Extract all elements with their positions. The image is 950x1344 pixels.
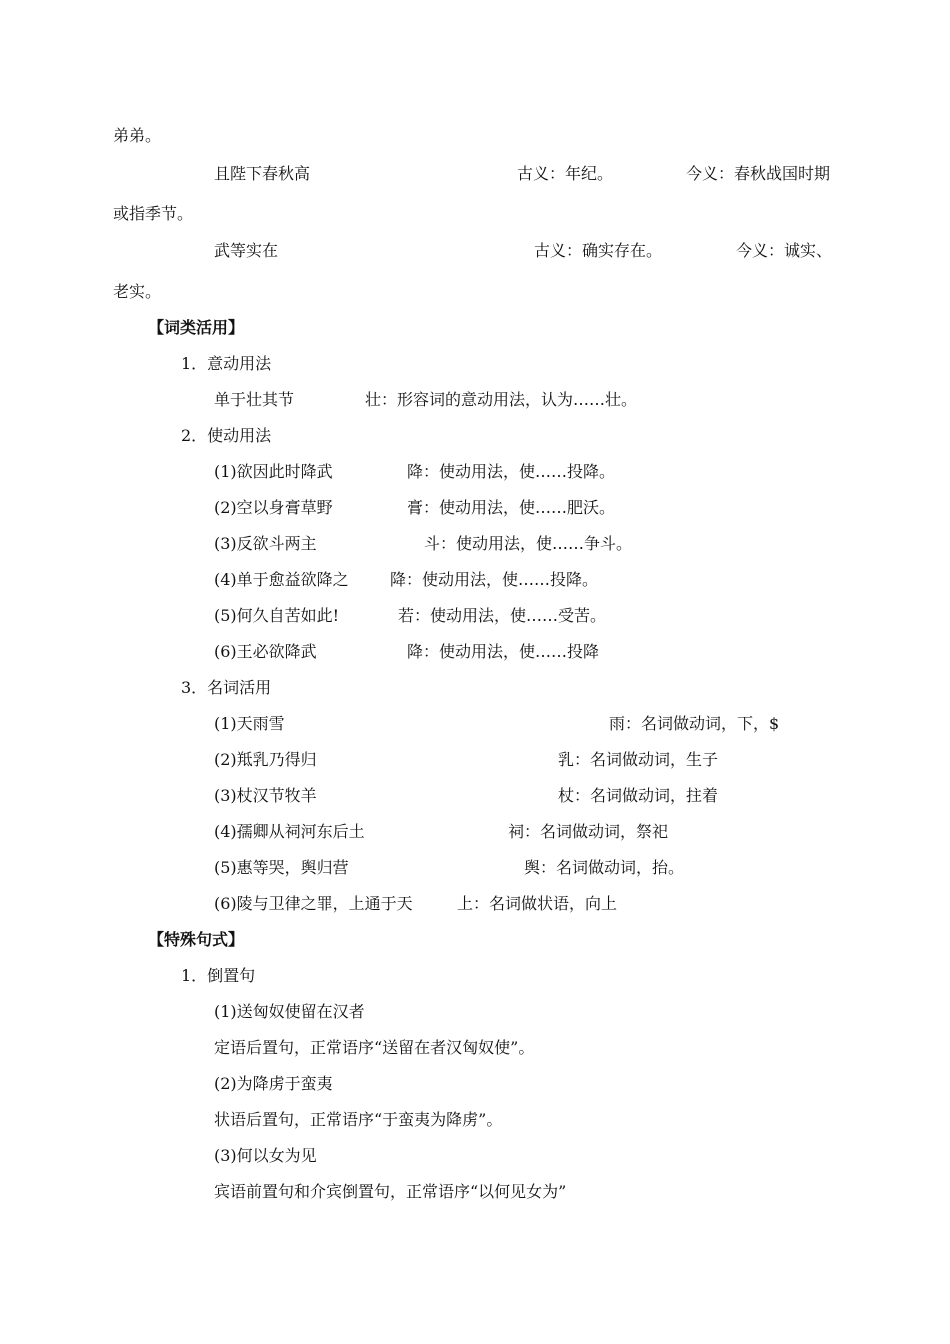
example-phrase: (1)欲因此时降武 [214,462,333,481]
example-note: 乳：名词做动词，生子 [558,750,719,769]
ancient-meaning: 古义：年纪。 [517,164,614,183]
example-phrase: 武等实在 [214,241,279,260]
example-phrase: (6)陵与卫律之罪，上通于天 [214,894,413,913]
text-line: 老实。 [113,282,162,301]
example-note: 舆：名词做动词，抬。 [524,858,685,877]
example-note: 上：名词做状语，向上 [457,894,618,913]
subsection-title: 1．意动用法 [181,354,272,373]
section-heading: 【词类活用】 [148,318,245,337]
example-phrase: (6)王必欲降武 [214,642,317,661]
subsection-title: 1．倒置句 [181,966,256,985]
example-note: 降：使动用法，使……投降。 [407,462,616,481]
example-note: 状语后置句，正常语序“于蛮夷为降虏”。 [214,1110,503,1129]
section-heading: 【特殊句式】 [148,930,245,949]
example-phrase: (3)杖汉节牧羊 [214,786,317,805]
example-note: 降：使动用法，使……投降 [407,642,600,661]
example-note: 杖：名词做动词，拄着 [558,786,719,805]
example-note: 壮：形容词的意动用法，认为……壮。 [365,390,638,409]
example-phrase: (2)羝乳乃得归 [214,750,317,769]
example-note: 雨：名词做动词，下，$ [609,714,780,733]
example-phrase: (1)天雨雪 [214,714,285,733]
example-phrase: (3)何以女为见 [214,1146,317,1165]
example-note: 定语后置句，正常语序“送留在者汉匈奴使”。 [214,1038,535,1057]
modern-meaning: 今义：诚实、 [736,241,833,260]
example-note: 降：使动用法，使……投降。 [390,570,599,589]
example-phrase: (2)为降虏于蛮夷 [214,1074,333,1093]
example-phrase: (1)送匈奴使留在汉者 [214,1002,365,1021]
modern-meaning: 今义：春秋战国时期 [686,164,831,183]
example-phrase: 且陛下春秋高 [214,164,311,183]
example-note: 斗：使动用法，使……争斗。 [424,534,633,553]
text-line: 或指季节。 [113,204,194,223]
example-note: 膏：使动用法，使……肥沃。 [407,498,616,517]
subsection-title: 2．使动用法 [181,426,272,445]
text-line: 弟弟。 [113,126,162,145]
example-phrase: (4)孺卿从祠河东后土 [214,822,365,841]
example-note: 祠：名词做动词，祭祀 [508,822,669,841]
subsection-title: 3．名词活用 [181,678,272,697]
example-note: 宾语前置句和介宾倒置句，正常语序“以何见女为” [214,1182,567,1201]
example-phrase: (3)反欲斗两主 [214,534,317,553]
example-phrase: (2)空以身膏草野 [214,498,333,517]
ancient-meaning: 古义：确实存在。 [534,241,663,260]
example-phrase: (5)何久自苦如此! [214,606,340,625]
example-phrase: (4)单于愈益欲降之 [214,570,349,589]
example-note: 若：使动用法，使……受苦。 [398,606,607,625]
example-phrase: (5)惠等哭，舆归营 [214,858,349,877]
example-phrase: 单于壮其节 [214,390,295,409]
